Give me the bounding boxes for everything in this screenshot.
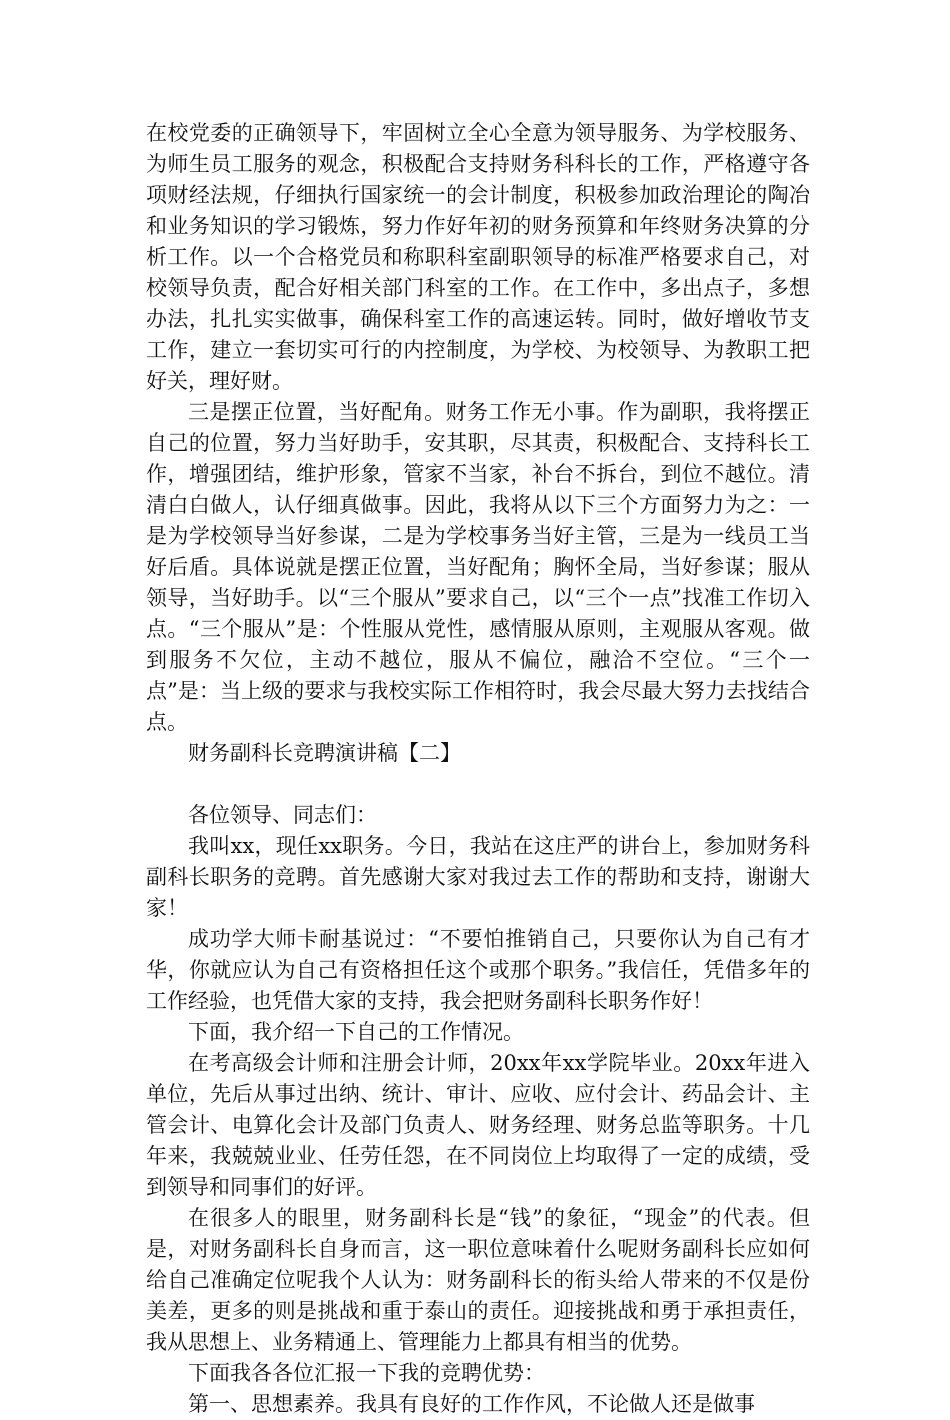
document-page bbox=[146, 118, 810, 1420]
body-paragraph: 我叫xx，现任xx职务。今日，我站在这庄严的讲台上，参加财务科副科长职务的竞聘。首先感谢大家对我过去工作的帮助和支持，谢谢大家！ bbox=[146, 834, 810, 920]
body-paragraph: 在校党委的正确领导下，牢固树立全心全意为领导服务、为学校服务、为师生员工服务的观念，积极配合支持财务科科长的工作，严格遵守各项财经法规，仔细执行国家统一的会计制度，积极参加政治理论的陶冶和业务知识的学习锻炼，努力作好年初的财务预算和年终财务决算的分析工作。以一个合格党员和称职科室副职领导的标准严格要求自己，对校领导负责，配合好相关部门科室的工作。在工作中，多出点子，多想办法，扎扎实实做事，确保科室工作的高速运转。同时，做好增收节支工作，建立一套切实可行的内控制度，为学校、为校领导、为教职工把好关，理好财。 bbox=[146, 121, 810, 393]
body-paragraph: 三是摆正位置，当好配角。财务工作无小事。作为副职，我将摆正自己的位置，努力当好助手，安其职，尽其责，积极配合、支持科长工作，增强团结，维护形象，管家不当家，补台不拆台，到位不越位。清清白白做人，认仔细真做事。因此，我将从以下三个方面努力为之：一是为学校领导当好参谋，二是为学校事务当好主管，三是为一线员工当好后盾。具体说就是摆正位置，当好配角；胸怀全局，当好参谋；服从领导，当好助手。以“三个服从”要求自己，以“三个一点”找准工作切入点。“三个服从”是：个性服从党性，感情服从原则，主观服从客观。做到服务不欠位，主动不越位，服从不偏位，融洽不空位。“三个一点”是：当上级的要求与我校实际工作相符时，我会尽最大努力去找结合点。 bbox=[146, 400, 810, 734]
body-paragraph: 下面我各各位汇报一下我的竞聘优势： bbox=[188, 1361, 545, 1385]
body-paragraph: 在考高级会计师和注册会计师，20xx年xx学院毕业。20xx年进入单位，先后从事过出纳、统计、审计、应收、应付会计、药品会计、主管会计、电算化会计及部门负责人、财务经理、财务总监等职务。十几年来，我兢兢业业、任劳任怨，在不同岗位上均取得了一定的成绩，受到领导和同事们的好评。 bbox=[146, 1051, 810, 1199]
body-paragraph: 第一、思想素养。我具有良好的工作作风，不论做人还是做事 bbox=[188, 1392, 755, 1416]
body-paragraph: 成功学大师卡耐基说过：“不要怕推销自己，只要你认为自己有才华，你就应认为自己有资格担任这个或那个职务。”我信任，凭借多年的工作经验，也凭借大家的支持，我会把财务副科长职务作好！ bbox=[146, 927, 810, 1013]
section-title: 财务副科长竞聘演讲稿【二】 bbox=[188, 741, 461, 765]
greeting: 各位领导、同志们： bbox=[188, 803, 377, 827]
body-paragraph: 下面，我介绍一下自己的工作情况。 bbox=[188, 1020, 524, 1044]
body-paragraph: 在很多人的眼里，财务副科长是“钱”的象征，“现金”的代表。但是，对财务副科长自身而言，这一职位意味着什么呢财务副科长应如何给自己准确定位呢我个人认为：财务副科长的衔头给人带来的不仅是份美差，更多的则是挑战和重于泰山的责任。迎接挑战和勇于承担责任，我从思想上、业务精通上、管理能力上都具有相当的优势。 bbox=[146, 1206, 810, 1354]
blank-line bbox=[146, 769, 810, 800]
